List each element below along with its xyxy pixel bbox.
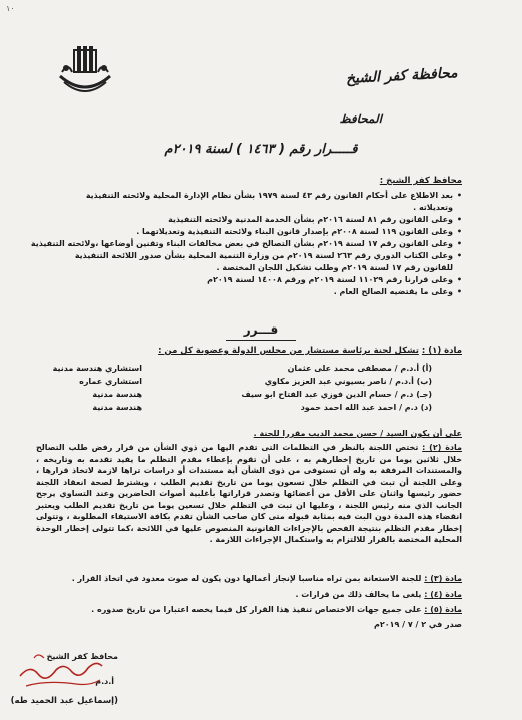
member-specialty: هندسة مدنية [92,403,142,412]
preamble-line: • بعد الاطلاع على أحكام القانون رقم ٤٣ لسنة ١٩٧٩ بشأن نظام الإدارة المحلية ولائحته التنفيذية [42,190,462,202]
handwritten-signature-icon [16,646,106,698]
member-name: (أ) أ.د.م / مصطفى محمد على عثمان [287,364,432,373]
rapporteur-line: على أن يكون السيد / حسن محمد الديب مقررا للجنة . [253,429,462,438]
preamble-heading: محافظ كفر الشيخ : [379,176,462,186]
preamble-line: • وعلى الكتاب الدوري رقم ٢٦٣ لسنة ٢٠١٩م من وزارة التنمية المحلية بشأن صدور اللائحة التنفيذية [42,250,462,262]
article-2-label: مادة (٢) : [422,443,462,452]
decree-prefix: قـــــرار رقم [289,142,358,157]
governor-title: المحافظ [339,112,382,126]
governorate-logo-icon [56,42,114,94]
signature-governor-label: محافظ كفر الشيخ [46,652,118,661]
article-1-label: مادة (١) : [421,346,462,356]
signature-name: (إسماعيل عبد الحميد طه) [10,696,118,706]
decree-number: ( ١٤٦٣ ) [236,142,285,157]
article-2-text: تختص اللجنة بالنظر في التظلمات التى تقدم اليها من ذوي الشأن من قرار رفض طلب التصالح خلال ثلاثين يوما من تاريخ إخطارهم به ، على أن تقوم بإعطاء مقدم التظلم ما يفيد تقدمه به وتاريخه ، والمستندات المرفقة به وله أن تستوفى من ذوى الشأن أية مستندات أو دراسات تراها لازمة لاتخاذ قرارها ، وعلى اللجنة أن تبت في التظلم خلال تسعون يوما من تاريخ تقديم الطلب ، ويشترط لصحة انعقاد اللجنة حضور رئيسها واثنان على الأقل من أعضائها وتصدر قراراتها بأغلبية أصوات الحاضرين وعند التساوي يرجح الجانب الذي منه رئيس اللجنة ، وعليها ان تبت في التظلم خلال تسعين يوما من تاريخ تقديم الطلب ويعتبر انقضاء هذه المدة دون البت فيه بمثابة قبوله متى كان صاحب الشأن تقدم بكافة الاستيفاء المطلوبة ، وتتولى إخطار مقدم التظلم بنتيجة الفحص بالإجراءات القانونية المنصوص عليها في اللائحة ،كما تتولى إخطار الوحدة المحلية المختصة بالقرار للالتزام به واستكمال الإجراءات اللازمة . [36,443,462,544]
decree-title [0,142,522,157]
member-row [42,377,462,390]
article-5 [91,605,462,614]
member-specialty: هندسة مدنية [92,390,142,399]
preamble-line: • وعلى قرارنا رقم ١١٠٢٩ لسنة ٢٠١٩م ورقم ١٤٠٠٨ لسنة ٢٠١٩م [42,274,462,286]
member-name: (ب) أ.د.م / ناصر بسيوني عبد العزيز مكاوي [264,377,432,386]
decision-heading: قـــرر [243,323,279,337]
article-3 [72,574,462,583]
decision-underline [226,340,296,341]
committee-members [42,364,462,416]
article-3-text: للجنة الاستعانة بمن تراه مناسبا لإنجاز أعمالها دون يكون له صوت معدود في اتخاذ القرار . [71,574,422,583]
member-row [42,390,462,403]
signature-prefix: أ.د.م [95,677,114,686]
governorate-name: محافظة كفر الشيخ [346,65,459,87]
member-name: (د) د.م / احمد عبد الله احمد حمود [300,403,432,412]
preamble [30,190,462,298]
page-number: ١٠ [6,4,15,13]
article-1-text: تشكل لجنة برئاسة مستشار من مجلس الدولة وعضوية كل من : [158,346,419,356]
article-4-text: يلغى ما يخالف ذلك من قرارات . [295,590,422,599]
member-row [42,364,462,377]
preamble-line: • وعلى القانون رقم ٨١ لسنة ٢٠١٦م بشأن الخدمة المدنية ولائحته التنفيذية [42,214,462,226]
article-4-label: مادة (٤) : [424,590,462,599]
preamble-line: للقانون رقم ١٧ لسنة ٢٠١٩م وطلب تشكيل اللجان المختصة . [216,263,453,272]
preamble-line: • وعلى القانون رقم ١٧ لسنة ٢٠١٩م بشأن التصالح في بعض مخالفات البناء وتقنين أوضاعها ،ولائحته التنفيذية [42,238,462,250]
article-3-label: مادة (٣) : [424,574,462,583]
preamble-line: • وعلى القانون ١١٩ لسنة ٢٠٠٨م بإصدار قانون البناء ولائحته التنفيذية وتعديلاتهما . [42,226,462,238]
member-specialty: استشاري عماره [79,377,142,386]
decree-year: لسنة ٢٠١٩م [164,142,232,157]
preamble-line: وتعديلاته . [413,203,453,212]
issue-date: صدر في ٢ / ٧ / ٢٠١٩م [373,620,462,629]
member-specialty: استشاري هندسة مدنية [52,364,142,373]
member-name: (جـ) د.م / حسام الدين فوزي عبد الفتاح ابو سيف [241,390,432,399]
article-2 [36,442,462,546]
article-1 [158,346,462,356]
member-row [42,403,462,416]
article-5-text: على جميع جهات الاختصاص تنفيذ هذا القرار كل فيما يخصه اعتبارا من تاريخ صدوره . [91,605,422,614]
article-5-label: مادة (٥) : [424,605,462,614]
article-4 [295,590,462,599]
preamble-line: • وعلى ما يقتضيه الصالح العام . [42,286,462,298]
